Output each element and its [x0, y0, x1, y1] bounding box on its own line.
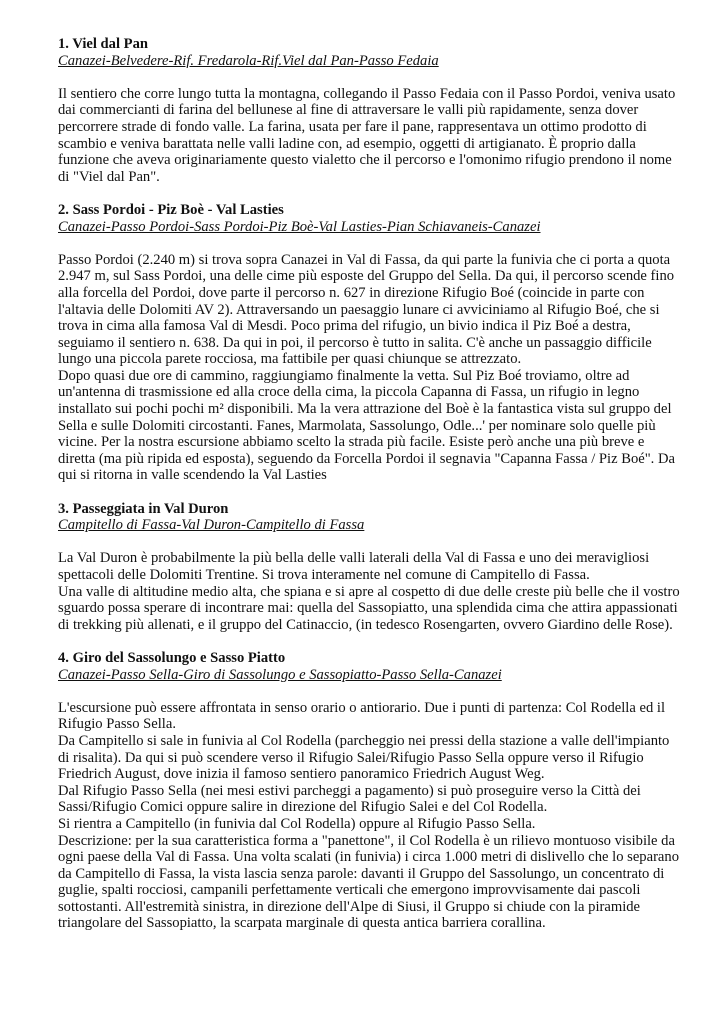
paragraph: Si rientra a Campitello (in funivia dal Col Rodella) oppure al Rifugio Passo Sella.	[58, 815, 536, 832]
document-page	[58, 36, 680, 949]
route-line: Campitello di Fassa-Val Duron-Campitello di Fassa	[58, 517, 365, 534]
route-line: Canazei-Passo Sella-Giro di Sassolungo e Sassopiatto-Passo Sella-Canazei	[58, 666, 502, 683]
paragraph: L'escursione può essere affrontata in senso orario o antiorario. Due i punti di partenza: Col Rodella ed il Rifugio Passo Sella.	[58, 699, 666, 733]
section-title: 4. Giro del Sassolungo e Sasso Piatto	[58, 649, 286, 666]
section-viel-dal-pan	[58, 36, 680, 185]
section-val-duron	[58, 501, 680, 634]
route-line: Canazei-Belvedere-Rif. Fredarola-Rif.Viel dal Pan-Passo Fedaia	[58, 52, 439, 69]
paragraph: Una valle di altitudine medio alta, che spiana e si apre al cospetto di due delle creste più belle che il vostro sguardo possa sperare di incontrare mai: quella del Sassopiatto, una splendida cima che attira appassionati di trekking più allenati, e il gruppo del Catinaccio, (in tedesco Rosengarten, ovvero Giardino delle Rose).	[58, 583, 680, 633]
section-sass-pordoi	[58, 202, 680, 484]
paragraph: Passo Pordoi (2.240 m) si trova sopra Canazei in Val di Fassa, da qui parte la funivia che ci porta a quota 2.947 m, sul Sass Pordoi, una delle cime più esposte del Gruppo del Sella. Da qui, il percorso scende fino alla forcella del Pordoi, dove parte il percorso n. 627 in direzione Rifugio Boé (coincide in parte con l'altavia delle Dolomiti AV 2). Attraversando un paesaggio lunare ci avviciniamo al Rifugio Boé, che si trova in cima alla famosa Val di Mesdi. Poco prima del rifugio, un bivio indica il Piz Boé a destra, seguiamo il sentiero n. 638. Da qui in poi, il percorso è tutto in salita. C'è anche un passaggio difficile lungo una piccola parete rocciosa, ma fattibile per quasi chiunque se attrezzato.	[58, 251, 675, 368]
paragraph: Da Campitello si sale in funivia al Col Rodella (parcheggio nei pressi della stazione a valle dell'impianto di risalita). Da qui si può scendere verso il Rifugio Salei/Rifugio Passo Sella oppure verso il Rifugio Friedrich August, dove inizia il famoso sentiero panoramico Friedrich August Weg.	[58, 732, 670, 783]
paragraph: La Val Duron è probabilmente la più bella delle valli laterali della Val di Fassa e uno dei meravigliosi spettacoli delle Dolomiti Trentine. Si trova interamente nel comune di Campitello di Fassa.	[58, 550, 650, 583]
paragraph: Dal Rifugio Passo Sella (nei mesi estivi parcheggi a pagamento) si può proseguire verso la Città dei Sassi/Rifugio Comici oppure salire in direzione del Rifugio Salei e del Col Rodella.	[58, 782, 641, 816]
section-sassolungo	[58, 650, 680, 932]
paragraph: Descrizione: per la sua caratteristica forma a "panettone", il Col Rodella è un rilievo montuoso visibile da ogni paese della Val di Fassa. Una volta scalati (in funivia) i circa 1.000 metri di dislivello che lo separano da Campitello di Fassa, la vista lascia senza parole: davanti il Gruppo del Sassolungo, un concentrato di guglie, spalti rocciosi, campanili perfettamente verticali che emergono improvvisamente dai pascoli sottostanti. All'estremità sinistra, in direzione dell'Alpe di Siusi, il Gruppo si chiude con la piramide triangolare del Sassopiatto, la scarpata marginale di questa antica barriera corallina.	[58, 832, 680, 932]
route-line: Canazei-Passo Pordoi-Sass Pordoi-Piz Boè-Val Lasties-Pian Schiavaneis-Canazei	[58, 218, 541, 235]
section-title: 3. Passeggiata in Val Duron	[58, 500, 229, 517]
paragraph: Il sentiero che corre lungo tutta la montagna, collegando il Passo Fedaia con il Passo Pordoi, veniva usato dai commercianti di farina del bellunese al fine di attraversare le valli più rapidamente, senza dover percorrere strade di fondo valle. La farina, usata per fare il pane, rappresentava un ottimo prodotto di scambio e veniva barattata nelle valli ladine con, ad esempio, oggetti di artigianato. È proprio dalla funzione che aveva originariamente questo vialetto che il percorso e l'omonimo rifugio prendono il nome di "Viel dal Pan".	[58, 85, 676, 185]
section-title: 2. Sass Pordoi - Piz Boè - Val Lasties	[58, 201, 284, 218]
section-title: 1. Viel dal Pan	[58, 36, 149, 52]
paragraph: Dopo quasi due ore di cammino, raggiungiamo finalmente la vetta. Sul Piz Boé troviamo, oltre ad un'antenna di trasmissione ed alla croce della cima, la piccola Capanna di Fassa, un rifugio in legno installato sui pochi pochi m² disponibili. Ma la vera attrazione del Boè è la fantastica vista sul gruppo del Sella e sulle Dolomiti circostanti. Fanes, Marmolata, Sassolungo, Odle...' per nominare solo quelle più vicine. Per la nostra escursione abbiamo scelto la strada più facile. Esiste però anche una più breve e diretta (ma più ripida ed esposta), seguendo da Forcella Pordoi il segnavia "Capanna Fassa / Piz Boé". Da qui si ritorna in valle scendendo la Val Lasties	[58, 367, 675, 484]
